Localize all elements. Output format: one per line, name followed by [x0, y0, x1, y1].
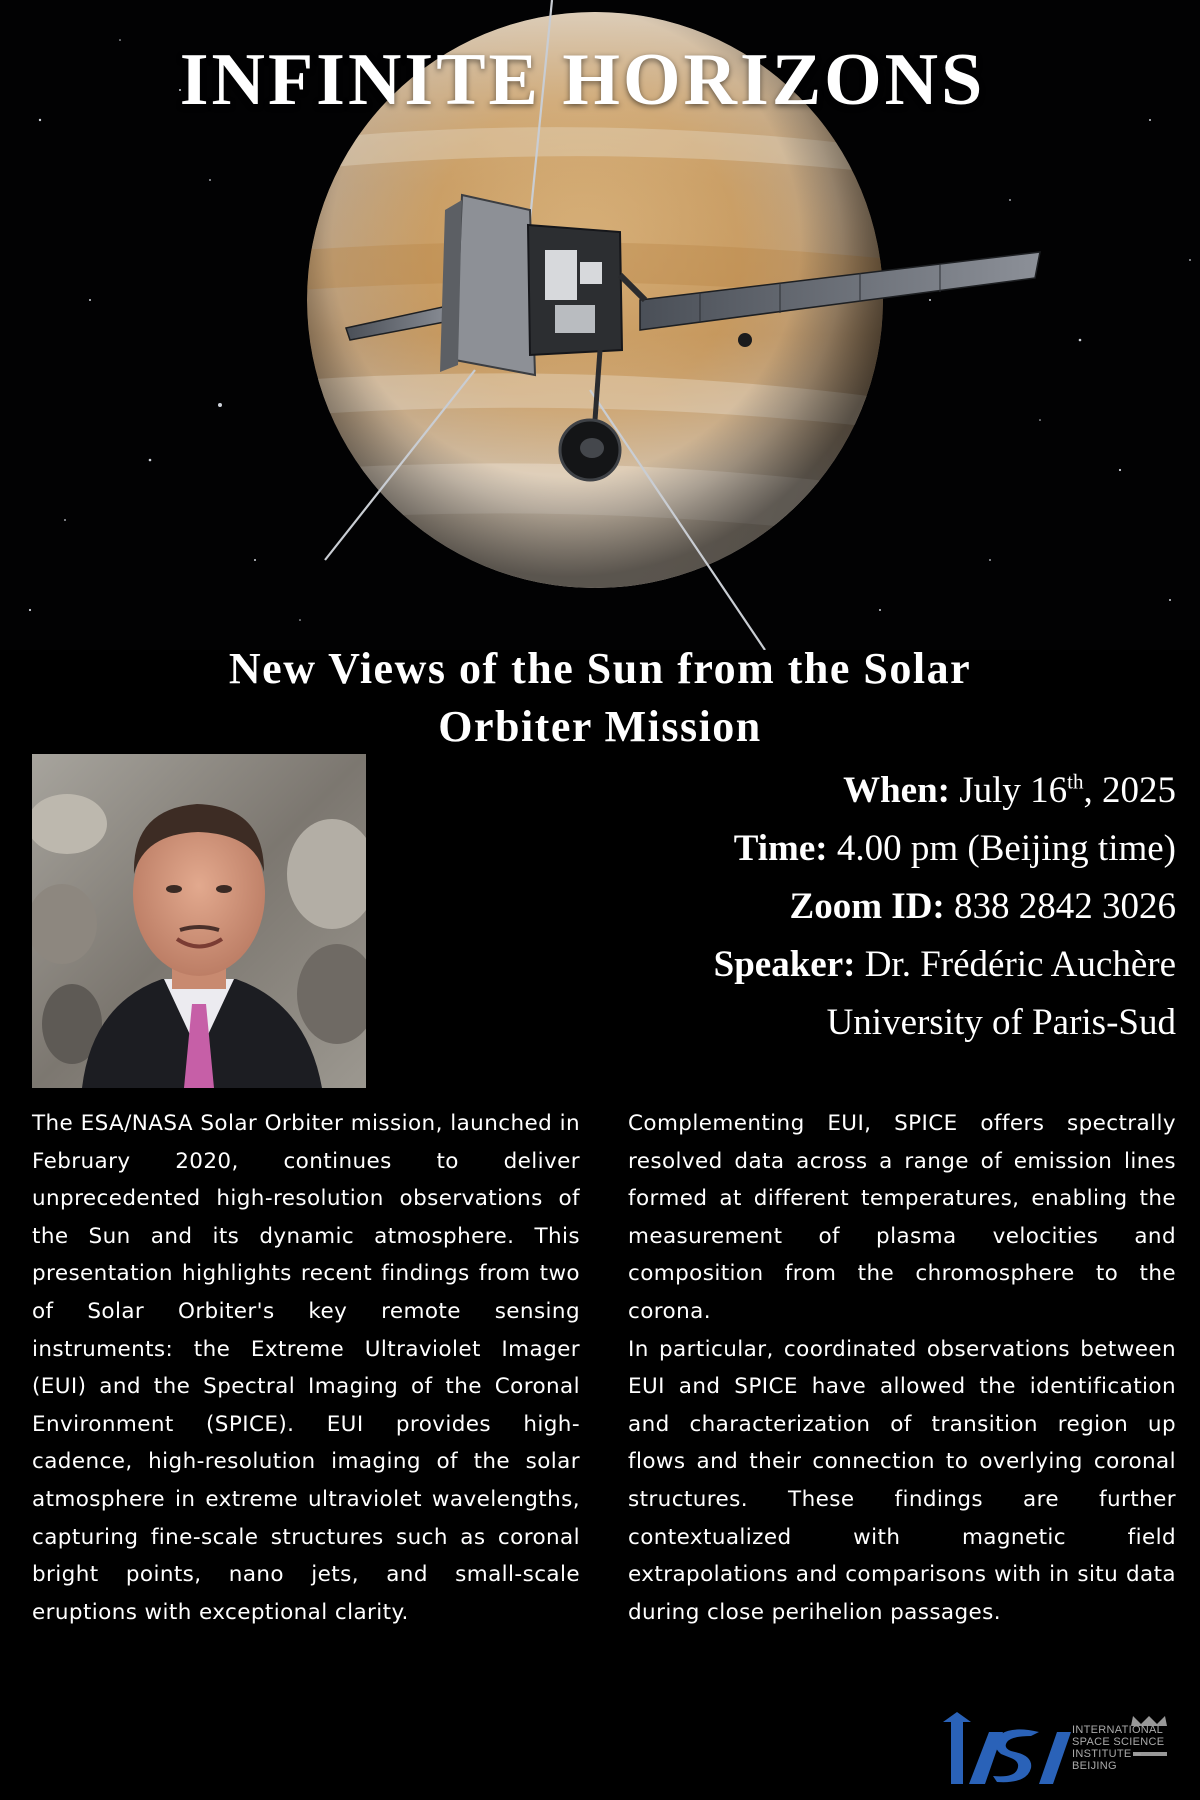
when-row — [456, 762, 1176, 820]
time-value: 4.00 pm (Beijing time) — [836, 828, 1176, 869]
logo-line-3: INSTITUTE – — [1072, 1748, 1142, 1760]
when-ordinal-suffix: th — [1067, 769, 1084, 794]
when-year: , 2025 — [1083, 770, 1176, 811]
speaker-portrait-illustration — [32, 754, 366, 1088]
series-title: INFINITE HORIZONS — [179, 39, 986, 121]
abstract-paragraph-3: In particular, coordinated observations between EUI and SPICE have allowed the identification and characterization of transition region up flows and their connection to overlying coronal structures. These findings are further contextualized with magnetic field extrapolations and comparisons with in situ data during close perihelion passages. — [628, 1336, 1176, 1625]
logo-line-2: SPACE SCIENCE — [1072, 1736, 1165, 1748]
when-date: July 16 — [959, 770, 1068, 811]
talk-title-line-2: Orbiter Mission — [438, 702, 762, 751]
abstract-paragraph-1: The ESA/NASA Solar Orbiter mission, launched in February 2020, continues to deliver unprecedented high-resolution observations of the Sun and its dynamic atmosphere. This presentation highlights recent findings from two of Solar Orbiter's key remote sensing instruments: the Extreme Ultraviolet Imager (EUI) and the Spectral Imaging of the Coronal Environment (SPICE). EUI provides high-cadence, high-resolution imaging of the solar atmosphere in extreme ultraviolet wavelengths, capturing fine-scale structures such as coronal bright points, nano jets, and small-scale eruptions with exceptional clarity. — [32, 1111, 580, 1625]
talk-title-line-1: New Views of the Sun from the Solar — [228, 644, 972, 693]
abstract-left-column — [32, 1105, 580, 1631]
speaker-affiliation: University of Paris-Sud — [826, 1002, 1176, 1043]
abstract-right-column — [628, 1105, 1176, 1631]
time-row — [456, 820, 1176, 878]
speaker-photo — [32, 754, 366, 1088]
talk-title — [100, 640, 1100, 756]
zoom-id-value: 838 2842 3026 — [954, 886, 1176, 927]
speaker-label: Speaker: — [713, 944, 856, 985]
zoom-label: Zoom ID: — [789, 886, 945, 927]
when-label: When: — [843, 770, 950, 811]
zoom-row — [456, 878, 1176, 936]
event-details — [456, 762, 1176, 1052]
logo-text — [1072, 1724, 1164, 1772]
speaker-row — [456, 936, 1176, 994]
when-value — [959, 770, 1176, 811]
abstract-paragraph-2: Complementing EUI, SPICE offers spectrally resolved data across a range of emission lines formed at different temperatures, enabling the measurement of plasma velocities and composition from the chromosphere to the corona. — [628, 1111, 1176, 1324]
affiliation-row — [456, 994, 1176, 1052]
logo-line-1: INTERNATIONAL — [1072, 1724, 1164, 1736]
time-label: Time: — [733, 828, 828, 869]
speaker-name: Dr. Frédéric Auchère — [864, 944, 1176, 985]
logo-line-4: BEIJING — [1072, 1760, 1117, 1772]
